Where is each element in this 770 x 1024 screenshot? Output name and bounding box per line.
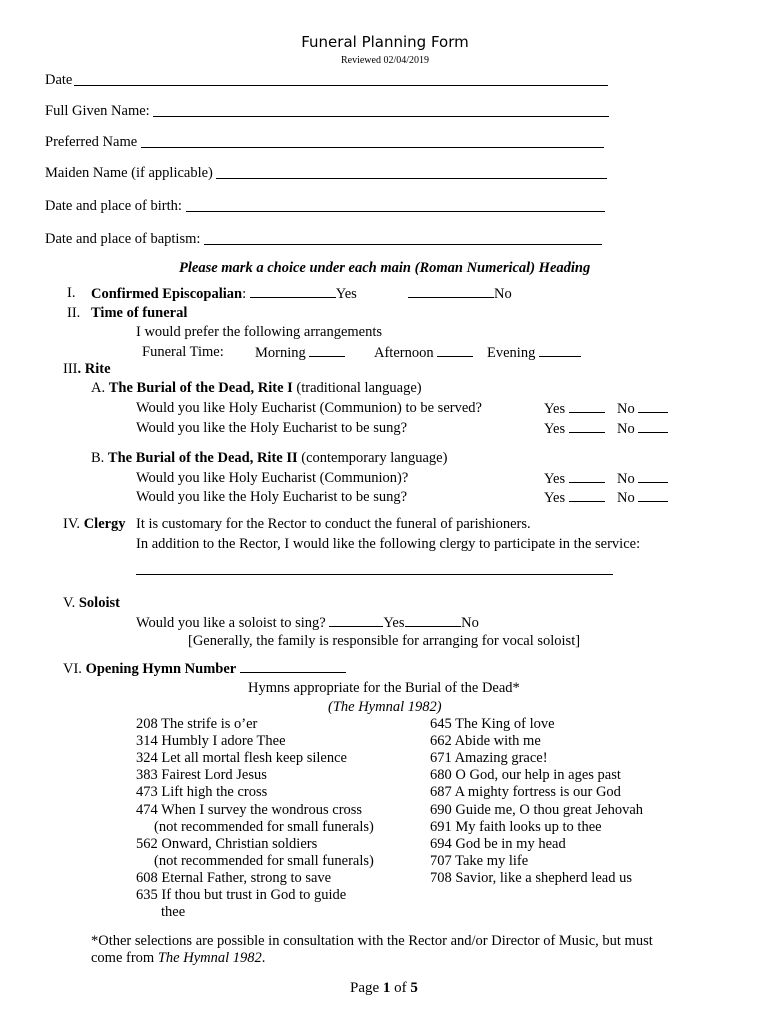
rite-2-q2-yes: Yes [544, 489, 605, 507]
full-name-field[interactable] [153, 116, 609, 117]
hymnal-reference: The Hymnal 1982 [157, 950, 262, 966]
rite-2-q1-yes-blank[interactable] [569, 470, 605, 483]
hymn-left-7: 562 Onward, Christian soldiers [136, 836, 318, 852]
hymn-right-2: 671 Amazing grace! [430, 750, 548, 766]
clergy-text-2: In addition to the Rector, I would like the following clergy to participate in the service: [136, 536, 641, 552]
soloist-yes-blank[interactable] [329, 614, 383, 627]
rite-1-q1-no: No [617, 400, 668, 418]
hymn-left-1: 314 Humbly I adore Thee [136, 733, 286, 749]
maiden-name-field[interactable] [216, 178, 607, 179]
reviewed-date: Reviewed 02/04/2019 [340, 55, 430, 66]
rite-1-q1-no-blank[interactable] [638, 400, 668, 413]
section-6-heading [63, 660, 346, 678]
rite-2-q1-no: No [617, 470, 668, 488]
hymn-right-1: 662 Abide with me [430, 733, 541, 749]
section-1-heading: Confirmed Episcopalian: Yes [91, 286, 357, 302]
rite-2-heading: B. The Burial of the Dead, Rite II (contemporary language) [91, 450, 448, 466]
hymn-right-4: 687 A mighty fortress is our God [430, 784, 621, 800]
hymns-heading: Hymns appropriate for the Burial of the Dead* [248, 680, 520, 696]
hymn-left-6: (not recommended for small funerals) [154, 819, 374, 835]
rite-1-question-2: Would you like the Holy Eucharist to be sung? [136, 420, 408, 436]
hymn-left-10: 635 If thou but trust in God to guide [136, 887, 347, 903]
rite-2-q2-no-blank[interactable] [638, 489, 668, 502]
section-4-number: IV. [63, 516, 84, 532]
rite-1-question-1: Would you like Holy Eucharist (Communion) to be served? [136, 400, 482, 416]
soloist-yes-label: Yes [383, 615, 405, 631]
hymn-left-8: (not recommended for small funerals) [154, 853, 374, 869]
morning-label: Morning [255, 345, 306, 361]
rite-2-question-1: Would you like Holy Eucharist (Communion)? [136, 470, 409, 486]
footnote-line-2: come from The Hymnal 1982. [91, 950, 266, 966]
evening-option [487, 344, 581, 362]
baptism-label: Date and place of baptism: [45, 231, 201, 247]
rite-1-title: The Burial of the Dead, Rite I [108, 380, 293, 396]
funeral-time-label: Funeral Time: [142, 344, 224, 360]
section-3-heading [63, 361, 111, 378]
rite-2-q2-yes-blank[interactable] [569, 489, 605, 502]
birth-field[interactable] [186, 211, 605, 212]
rite-2-question-2: Would you like the Holy Eucharist to be sung? [136, 489, 408, 505]
rite-1-q2-yes: Yes [544, 420, 605, 438]
hymn-right-3: 680 O God, our help in ages past [430, 767, 621, 783]
episcopalian-yes-blank[interactable] [250, 285, 336, 298]
section-2-number: II. [67, 305, 81, 321]
episcopalian-yes-label: Yes [335, 286, 357, 302]
soloist-no-blank[interactable] [405, 614, 461, 627]
hymnal-name: (The Hymnal 1982) [328, 699, 442, 715]
rite-1-q1-yes: Yes [544, 400, 605, 418]
clergy-field[interactable] [136, 574, 613, 575]
morning-option [255, 344, 345, 362]
rite-1-q2-no: No [617, 420, 668, 438]
section-5-title: Soloist [78, 595, 120, 611]
rite-1-q2-no-blank[interactable] [638, 420, 668, 433]
episcopalian-no-blank[interactable] [408, 285, 494, 298]
evening-label: Evening [487, 345, 536, 361]
clergy-text-1: It is customary for the Rector to conduct the funeral of parishioners. [136, 516, 531, 532]
hymn-left-2: 324 Let all mortal flesh keep silence [136, 750, 347, 766]
instruction: Please mark a choice under each main (Roman Numerical) Heading [179, 260, 591, 276]
preferred-name-label: Preferred Name [45, 134, 138, 150]
hymn-left-9: 608 Eternal Father, strong to save [136, 870, 332, 886]
date-field[interactable] [74, 85, 608, 86]
footnote-line-1: *Other selections are possible in consultation with the Rector and/or Director of Music, but must [91, 933, 653, 949]
morning-blank[interactable] [309, 344, 345, 357]
hymn-right-0: 645 The King of love [430, 716, 555, 732]
section-3-number: III [63, 361, 78, 377]
rite-2-title: The Burial of the Dead, Rite II [107, 450, 298, 466]
hymn-right-6: 691 My faith looks up to thee [430, 819, 602, 835]
hymn-left-11: thee [161, 904, 186, 920]
hymn-right-8: 707 Take my life [430, 853, 529, 869]
soloist-note: [Generally, the family is responsible for arranging for vocal soloist] [188, 633, 581, 649]
baptism-field[interactable] [204, 244, 602, 245]
section-6-number: VI. [63, 661, 86, 677]
rite-2-q1-no-blank[interactable] [638, 470, 668, 483]
section-6-title: Opening Hymn Number [85, 661, 237, 677]
soloist-question: Would you like a soloist to sing? [136, 615, 326, 631]
hymn-left-3: 383 Fairest Lord Jesus [136, 767, 267, 783]
page-title: Funeral Planning Form [301, 33, 469, 51]
soloist-no-label: No [461, 615, 479, 631]
section-4-heading [63, 516, 126, 533]
hymn-left-4: 473 Lift high the cross [136, 784, 268, 800]
full-name-label: Full Given Name: [45, 103, 150, 119]
rite-1-heading: A. The Burial of the Dead, Rite I (traditional language) [91, 380, 422, 396]
afternoon-blank[interactable] [437, 344, 473, 357]
rite-1-q1-yes-blank[interactable] [569, 400, 605, 413]
page-number: Page 1 of 5 [350, 980, 418, 996]
hymn-left-0: 208 The strife is o’er [136, 716, 258, 732]
section-1-title: Confirmed Episcopalian [91, 286, 243, 302]
section-2-title: Time of funeral [91, 305, 188, 321]
rite-2-q1-yes: Yes [544, 470, 605, 488]
birth-label: Date and place of birth: [45, 198, 182, 214]
evening-blank[interactable] [539, 344, 581, 357]
rite-1-q2-yes-blank[interactable] [569, 420, 605, 433]
maiden-name-label: Maiden Name (if applicable) [45, 165, 213, 181]
preferred-name-field[interactable] [141, 147, 604, 148]
section-1-number: I. [67, 285, 76, 301]
episcopalian-no-label: No [494, 286, 512, 302]
hymn-right-9: 708 Savior, like a shepherd lead us [430, 870, 632, 886]
afternoon-label: Afternoon [374, 345, 434, 361]
page-total: 5 [410, 980, 418, 996]
hymn-right-5: 690 Guide me, O thou great Jehovah [430, 802, 644, 818]
arrangements-text: I would prefer the following arrangements [136, 324, 383, 340]
date-label: Date [45, 72, 73, 88]
section-4-title: Clergy [83, 516, 126, 532]
opening-hymn-blank[interactable] [240, 660, 346, 673]
hymn-left-5: 474 When I survey the wondrous cross [136, 802, 363, 818]
section-5-number: V. [63, 595, 79, 611]
rite-2-q2-no: No [617, 489, 668, 507]
page-current: 1 [382, 980, 391, 996]
soloist-question-row [136, 614, 479, 632]
section-5-heading [63, 595, 120, 612]
section-3-title: . Rite [77, 361, 111, 377]
hymn-right-7: 694 God be in my head [430, 836, 566, 852]
afternoon-option [374, 344, 473, 362]
episcopalian-no-option [408, 285, 512, 303]
